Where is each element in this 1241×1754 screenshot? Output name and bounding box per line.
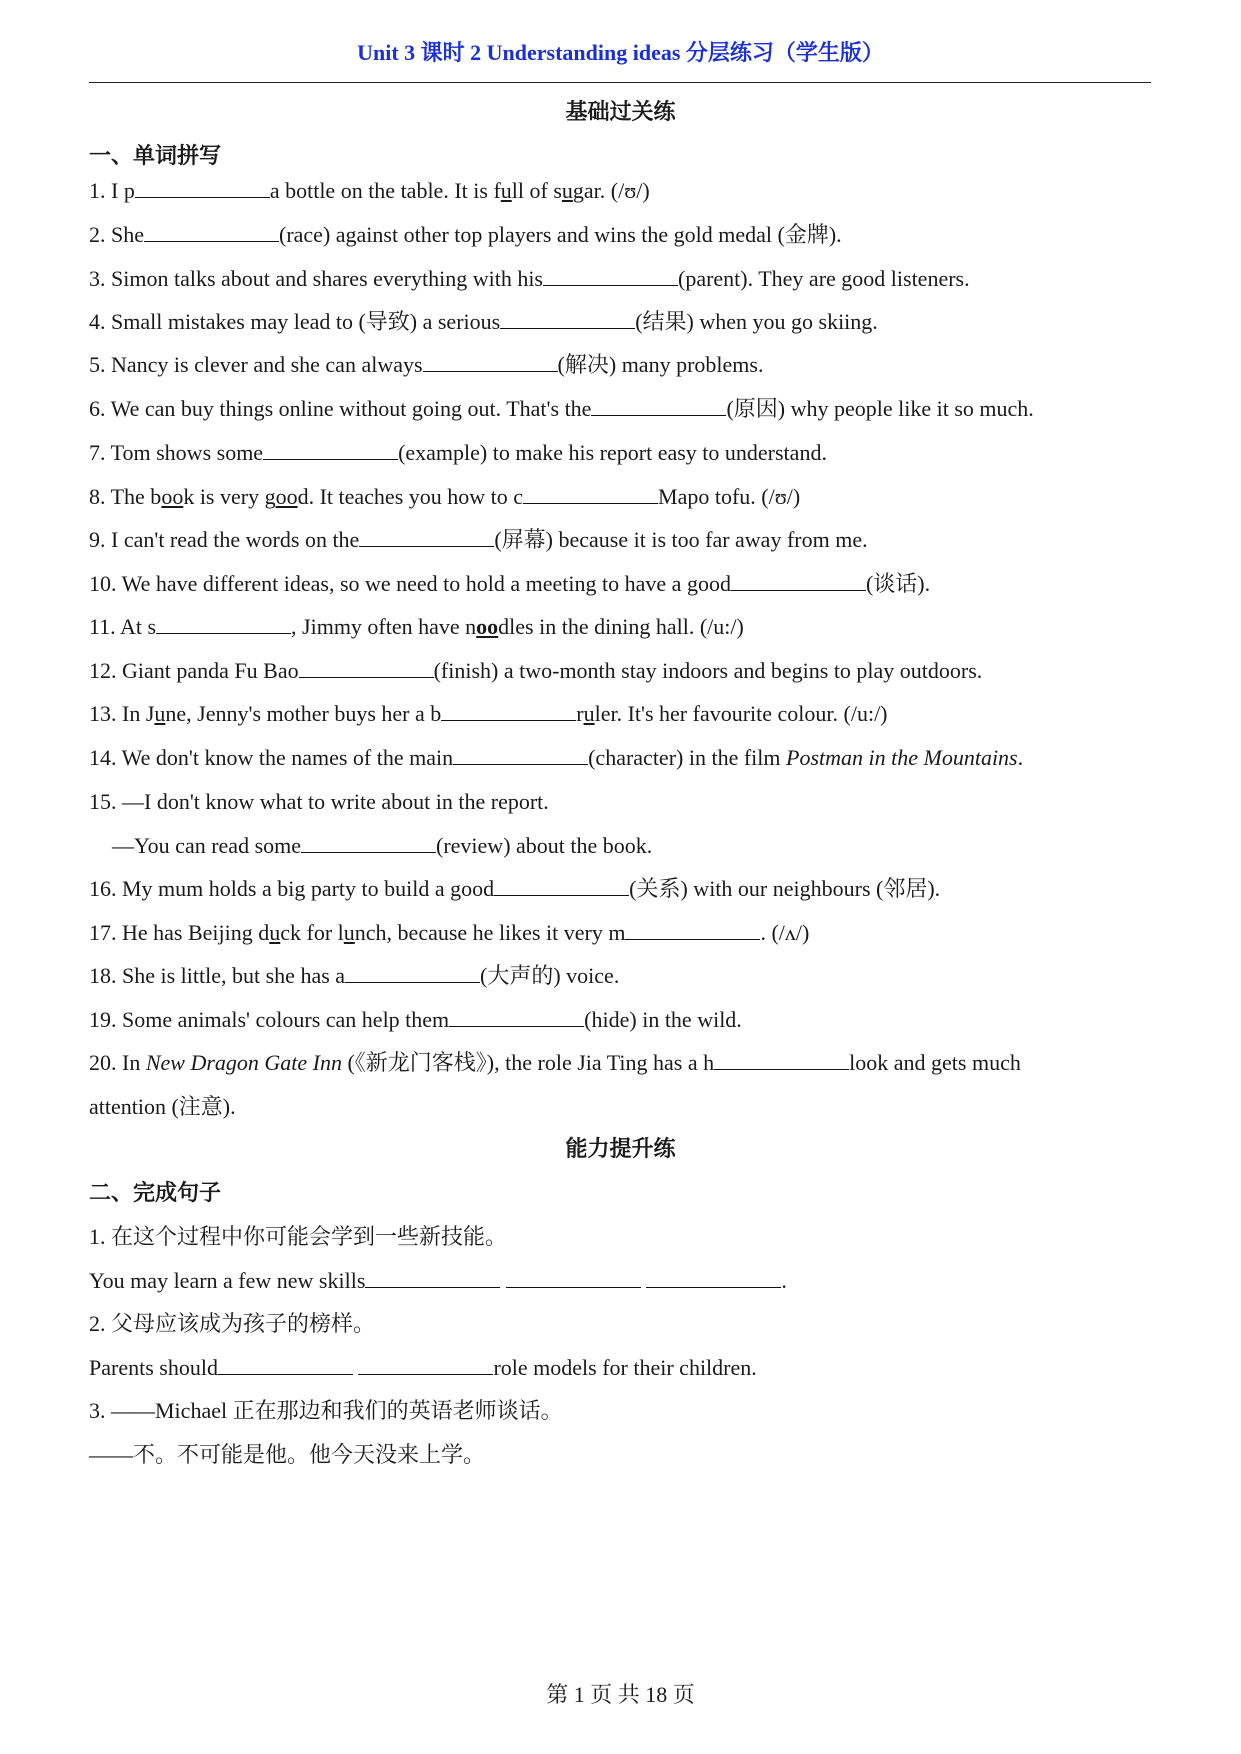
question-4: 4. Small mistakes may lead to (导致) a serious (结果) when you go skiing. (89, 309, 878, 334)
question-15-reply: —You can read some (review) about the book. (112, 833, 653, 858)
sentence-3-cn-b: ——不。不可能是他。他今天没来上学。 (89, 1442, 486, 1467)
question-16: 16. My mum holds a big party to build a good (关系) with our neighbours (邻居). (89, 876, 941, 901)
answer-blank[interactable] (500, 310, 635, 329)
answer-blank[interactable] (423, 353, 558, 372)
question-15: 15. —I don't know what to write about in the report. (89, 789, 549, 814)
answer-blank[interactable] (144, 223, 279, 242)
question-10: 10. We have different ideas, so we need to hold a meeting to have a good (谈话). (89, 571, 931, 596)
part2-title: 二、完成句子 (89, 1180, 222, 1205)
answer-blank[interactable] (263, 441, 398, 460)
answer-blank[interactable] (543, 267, 678, 286)
answer-blank[interactable] (494, 877, 629, 896)
answer-blank[interactable] (218, 1356, 353, 1375)
part1-title: 一、单词拼写 (89, 143, 222, 168)
answer-blank[interactable] (646, 1269, 781, 1288)
sentence-2-en: Parents should role models for their children. (89, 1355, 757, 1380)
answer-blank[interactable] (345, 964, 480, 983)
question-8: 8. The book is very good. It teaches you how to c Mapo tofu. (/ʊ/) (89, 484, 801, 509)
question-11: 11. At s , Jimmy often have noodles in the dining hall. (/u:/) (89, 614, 744, 639)
question-2: 2. She (race) against other top players and wins the gold medal (金牌). (89, 222, 842, 247)
question-1: 1. I p a bottle on the table. It is full of sugar. (/ʊ/) (89, 178, 650, 203)
answer-blank[interactable] (358, 1356, 493, 1375)
answer-blank[interactable] (135, 179, 270, 198)
question-18: 18. She is little, but she has a (大声的) voice. (89, 963, 620, 988)
answer-blank[interactable] (591, 397, 726, 416)
page-header: Unit 3 课时 2 Understanding ideas 分层练习（学生版） (357, 40, 884, 65)
sentence-3-cn-a: 3. ——Michael 正在那边和我们的英语老师谈话。 (89, 1398, 563, 1423)
answer-blank[interactable] (714, 1051, 849, 1070)
sentence-1-en: You may learn a few new skills . (89, 1268, 787, 1293)
question-20-cont: attention (注意). (89, 1094, 236, 1119)
question-17: 17. He has Beijing duck for lunch, because he likes it very m . (/ʌ/) (89, 920, 810, 945)
section-advanced-title: 能力提升练 (565, 1136, 676, 1161)
question-9: 9. I can't read the words on the (屏幕) because it is too far away from me. (89, 527, 868, 552)
answer-blank[interactable] (625, 921, 760, 940)
question-20: 20. In New Dragon Gate Inn (《新龙门客栈》), the role Jia Ting has a h look and gets much (89, 1050, 1021, 1075)
answer-blank[interactable] (365, 1269, 500, 1288)
page-number: 第 1 页 共 18 页 (546, 1682, 695, 1707)
question-5: 5. Nancy is clever and she can always (解决) many problems. (89, 352, 764, 377)
answer-blank[interactable] (506, 1269, 641, 1288)
answer-blank[interactable] (731, 572, 866, 591)
answer-blank[interactable] (449, 1008, 584, 1027)
question-7: 7. Tom shows some (example) to make his report easy to understand. (89, 440, 827, 465)
answer-blank[interactable] (301, 834, 436, 853)
sentence-2-cn: 2. 父母应该成为孩子的榜样。 (89, 1311, 376, 1336)
header-rule (89, 82, 1151, 83)
answer-blank[interactable] (453, 746, 588, 765)
question-19: 19. Some animals' colours can help them (hide) in the wild. (89, 1007, 742, 1032)
answer-blank[interactable] (441, 702, 576, 721)
question-14: 14. We don't know the names of the main (character) in the film Postman in the Mountains. (89, 745, 1024, 770)
section-basic-title: 基础过关练 (565, 99, 676, 124)
question-12: 12. Giant panda Fu Bao (finish) a two-month stay indoors and begins to play outdoors. (89, 658, 983, 683)
sentence-1-cn: 1. 在这个过程中你可能会学到一些新技能。 (89, 1224, 508, 1249)
answer-blank[interactable] (299, 659, 434, 678)
question-6: 6. We can buy things online without going out. That's the (原因) why people like it so much. (89, 396, 1034, 421)
question-13: 13. In June, Jenny's mother buys her a b ruler. It's her favourite colour. (/u:/) (89, 701, 888, 726)
answer-blank[interactable] (156, 615, 291, 634)
answer-blank[interactable] (359, 528, 494, 547)
answer-blank[interactable] (523, 485, 658, 504)
question-3: 3. Simon talks about and shares everything with his (parent). They are good listeners. (89, 266, 970, 291)
